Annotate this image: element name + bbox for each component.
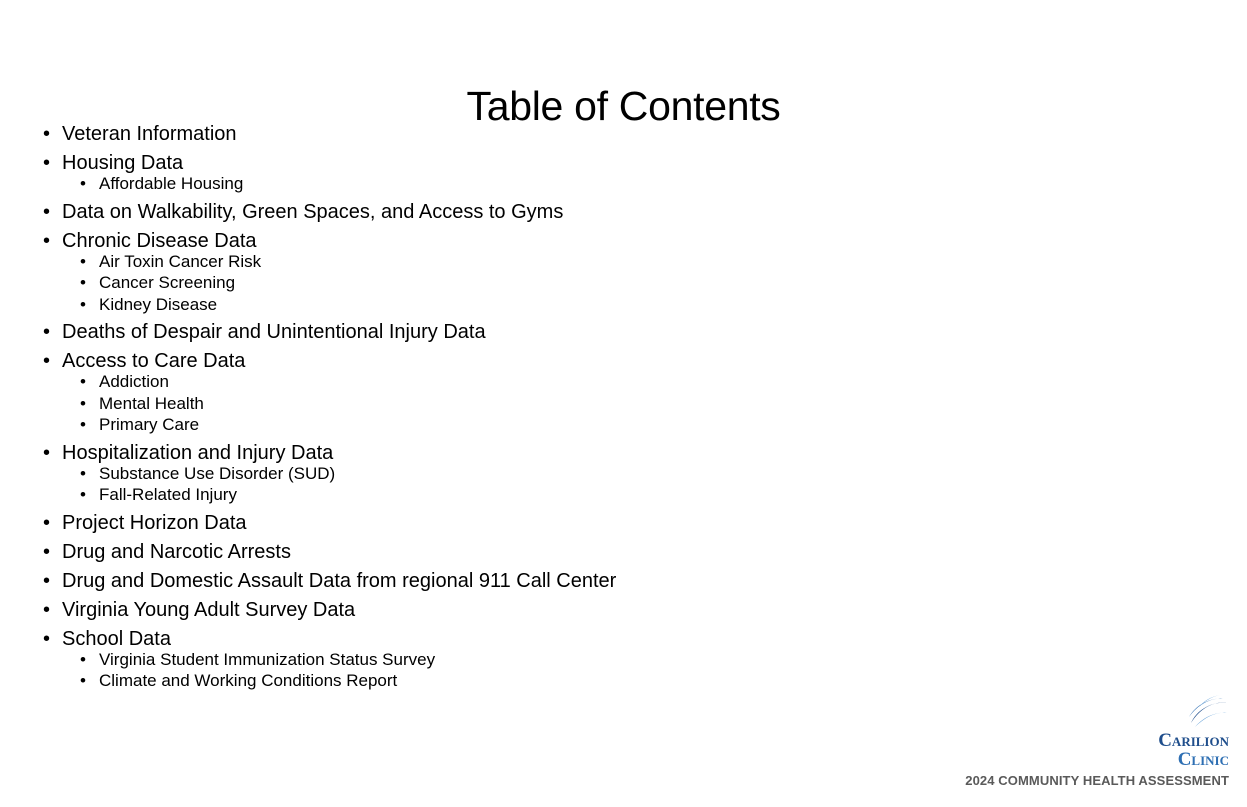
toc-sub-item-label: Primary Care (99, 415, 200, 434)
toc-item-label: Veteran Information (62, 123, 237, 145)
toc-sub-item (80, 414, 616, 436)
toc-item (43, 569, 616, 593)
toc-item-label: Drug and Domestic Assault Data from regional 911 Call Center (62, 569, 617, 592)
toc-item-row (43, 540, 616, 564)
toc-item (43, 540, 616, 564)
bullet-icon: • (80, 251, 86, 271)
toc-sub-item (80, 670, 616, 692)
toc-sub-list (80, 371, 616, 436)
bullet-icon: • (43, 321, 51, 343)
toc-item-row (43, 320, 616, 344)
bullet-icon: • (43, 441, 51, 464)
toc-sub-list (80, 463, 616, 506)
toc-item-row (43, 122, 616, 146)
footer-caption: 2024 COMMUNITY HEALTH ASSESSMENT (965, 773, 1229, 788)
toc-sub-item-label: Air Toxin Cancer Risk (99, 251, 262, 271)
toc-item-label: Housing Data (62, 152, 184, 174)
toc-sub-item-label: Virginia Student Immunization Status Survey (99, 649, 436, 669)
bullet-icon: • (43, 540, 51, 563)
toc-sub-list (80, 251, 616, 316)
bullet-icon: • (43, 627, 51, 650)
toc-item-label: Deaths of Despair and Unintentional Injury Data (62, 321, 486, 343)
toc-sub-item (80, 463, 616, 485)
bullet-icon: • (80, 273, 86, 292)
toc-item-label: Access to Care Data (62, 350, 246, 372)
bullet-icon: • (80, 174, 86, 193)
bullet-icon: • (80, 393, 86, 413)
toc-item (43, 122, 616, 146)
toc-sub-item (80, 294, 616, 316)
logo-line-2: Clinic (1177, 749, 1229, 770)
bullet-icon: • (43, 598, 51, 621)
toc-sub-item-label: Affordable Housing (99, 174, 244, 193)
toc-item-label: Project Horizon Data (62, 511, 247, 534)
carilion-swoosh-icon (1185, 693, 1229, 729)
toc-item (43, 598, 616, 622)
toc-item-row (43, 151, 616, 175)
toc-sub-item (80, 272, 616, 294)
bullet-icon: • (80, 372, 86, 391)
toc-sub-item (80, 251, 616, 273)
bullet-icon: • (80, 294, 86, 314)
bullet-icon: • (80, 463, 86, 483)
toc-item-label: Data on Walkability, Green Spaces, and Access to Gyms (62, 200, 564, 223)
bullet-icon: • (80, 671, 86, 690)
bullet-icon: • (80, 485, 86, 504)
toc-item (43, 511, 616, 535)
bullet-icon: • (43, 123, 51, 145)
toc-sub-item-label: Climate and Working Conditions Report (99, 671, 398, 690)
toc-item-label: Chronic Disease Data (62, 229, 257, 252)
page-title: Table of Contents (466, 83, 781, 130)
bullet-icon: • (43, 229, 51, 252)
toc-sub-item-label: Fall-Related Injury (99, 485, 237, 504)
toc-sub-list (80, 649, 616, 692)
logo-line-1: Carilion (1158, 730, 1229, 751)
toc-item-row (43, 200, 616, 224)
toc-item (43, 627, 616, 692)
toc-sub-item (80, 371, 616, 393)
logo-wordmark (1158, 731, 1229, 769)
toc-sub-item-label: Substance Use Disorder (SUD) (99, 463, 336, 483)
toc-sub-list (80, 173, 616, 195)
toc-item-label: Hospitalization and Injury Data (62, 441, 334, 464)
toc-item-row (43, 627, 616, 651)
toc-sub-item-label: Addiction (99, 372, 169, 391)
toc-item-row (43, 569, 616, 593)
toc-item-label: School Data (62, 627, 171, 650)
toc-item-row (43, 229, 616, 253)
toc-sub-item (80, 393, 616, 415)
toc-item (43, 349, 616, 436)
bullet-icon: • (43, 569, 51, 592)
bullet-icon: • (80, 649, 86, 669)
toc-sub-item (80, 649, 616, 671)
toc-item-row (43, 598, 616, 622)
table-of-contents (43, 122, 616, 697)
toc-item-row (43, 441, 616, 465)
toc-item-row (43, 349, 616, 373)
bullet-icon: • (43, 152, 51, 174)
toc-item (43, 200, 616, 224)
toc-item-label: Drug and Narcotic Arrests (62, 540, 291, 563)
toc-sub-item-label: Mental Health (99, 393, 204, 413)
toc-sub-item (80, 173, 616, 195)
toc-item (43, 320, 616, 344)
toc-sub-item-label: Kidney Disease (99, 294, 218, 314)
toc-item (43, 151, 616, 195)
bullet-icon: • (80, 415, 86, 434)
bullet-icon: • (43, 350, 51, 372)
toc-sub-item-label: Cancer Screening (99, 273, 236, 292)
toc-item-row (43, 511, 616, 535)
bullet-icon: • (43, 511, 51, 534)
toc-item (43, 229, 616, 316)
toc-item (43, 441, 616, 506)
toc-item-label: Virginia Young Adult Survey Data (62, 598, 356, 621)
toc-sub-item (80, 484, 616, 506)
bullet-icon: • (43, 200, 51, 223)
